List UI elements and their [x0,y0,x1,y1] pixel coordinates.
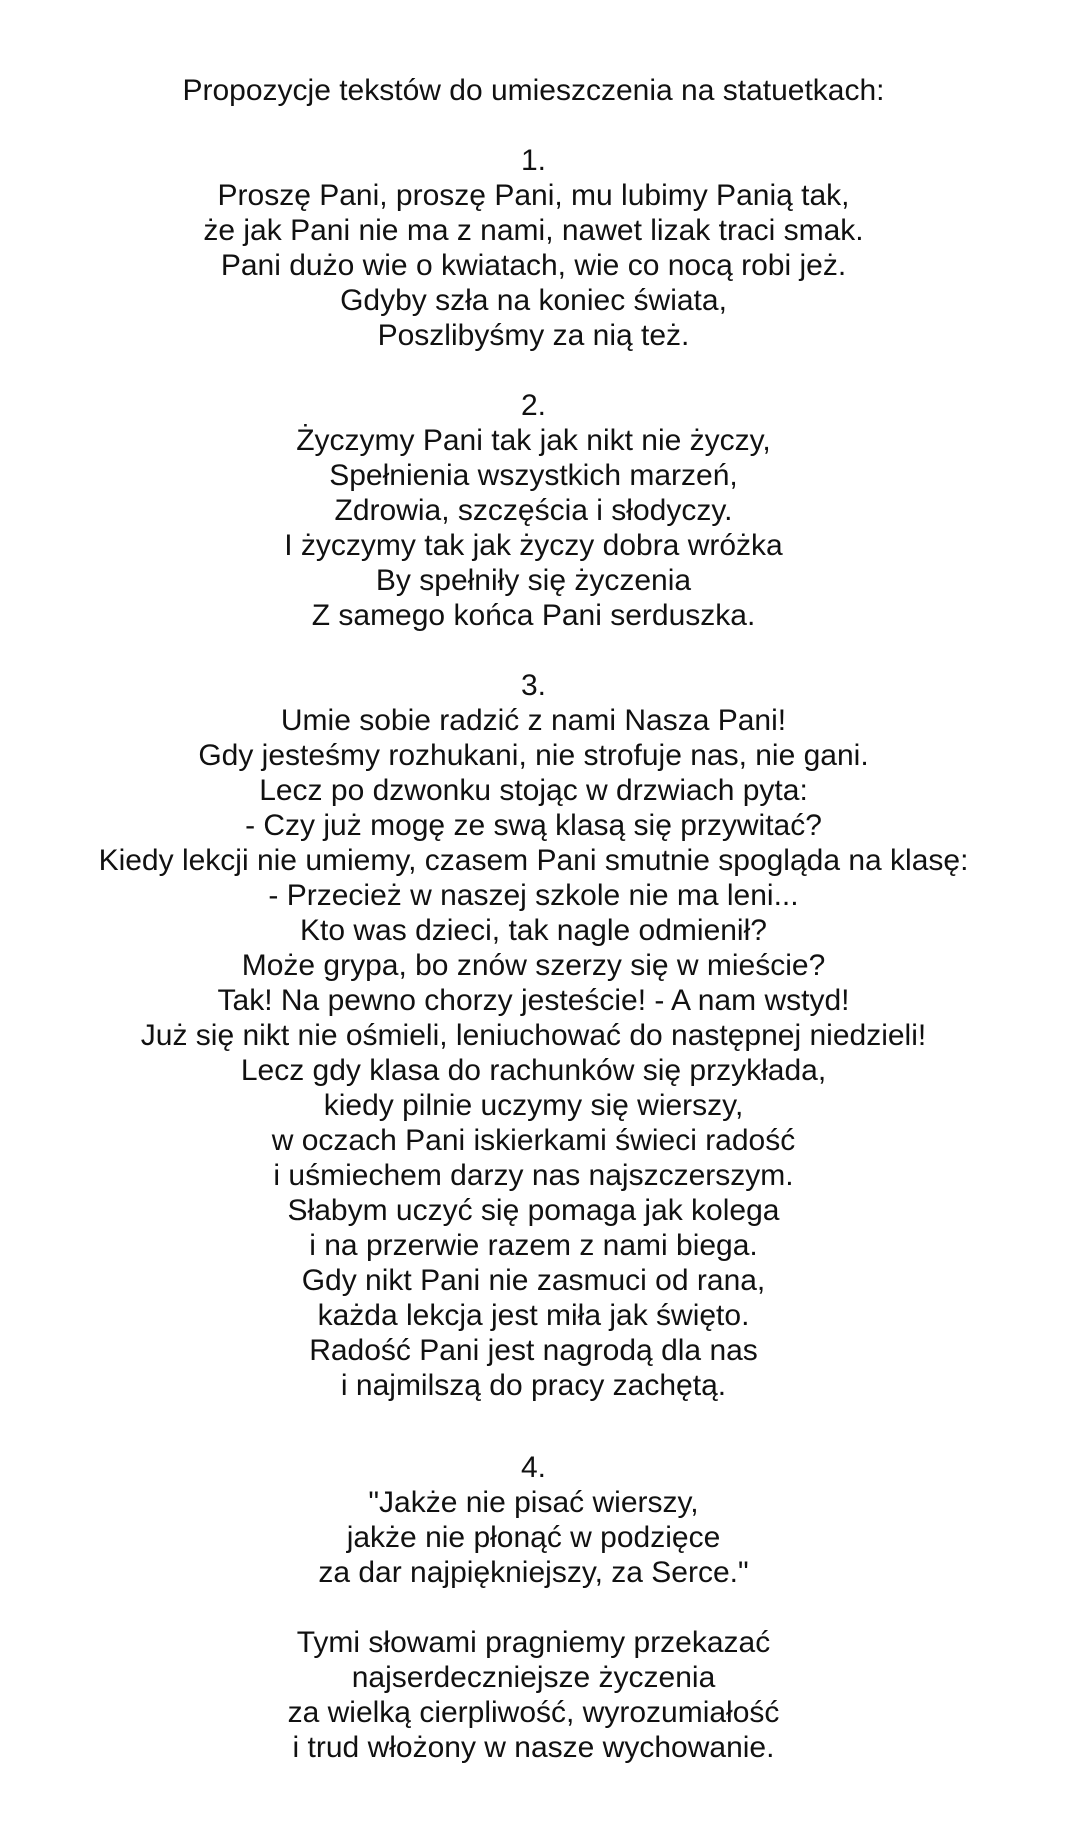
poem-number: 1. [520,144,547,177]
poem-line: By spełniły się życzenia [375,564,692,597]
poem-line: "Jakże nie pisać wierszy, [368,1486,699,1519]
poem-line: i najmilszą do pracy zachętą. [340,1369,727,1402]
poem-line: Z samego końca Pani serduszka. [311,599,756,632]
poem-number: 3. [520,669,547,702]
poem-line: Kto was dzieci, tak nagle odmienił? [300,914,767,947]
poem-line: Poszlibyśmy za nią też. [377,319,690,352]
poem-line: Pani dużo wie o kwiatach, wie co nocą robi jeż. [220,249,847,282]
poem-line: i na przerwie razem z nami biega. [309,1229,758,1262]
poem-line: Gdy jesteśmy rozhukani, nie strofuje nas, nie gani. [198,739,869,772]
poem-line: Może grypa, bo znów szerzy się w mieście? [241,949,826,982]
poem-line: Słabym uczyć się pomaga jak kolega [287,1194,780,1227]
poem-line: kiedy pilnie uczymy się wierszy, [323,1089,744,1122]
poem-line: Gdy nikt Pani nie zasmuci od rana, [301,1264,766,1297]
poem-line: Kiedy lekcji nie umiemy, czasem Pani smutnie spogląda na klasę: [98,844,969,877]
poem-2 [0,388,1067,633]
poem-number: 2. [520,389,547,422]
poem-3 [0,668,1067,1403]
document-heading: Propozycje tekstów do umieszczenia na statuetkach: [182,74,885,107]
poem-line: jakże nie płonąć w podzięce [346,1521,721,1554]
poem-line: I życzymy tak jak życzy dobra wróżka [284,529,783,562]
poem-line: za dar najpiękniejszy, za Serce." [318,1556,749,1589]
poem-line: Gdyby szła na koniec świata, [340,284,727,317]
poem-line: Już się nikt nie ośmieli, leniuchować do następnej niedzieli! [140,1019,927,1052]
closing-line: za wielką cierpliwość, wyrozumiałość [287,1696,780,1729]
poem-line: Proszę Pani, proszę Pani, mu lubimy Panią tak, [217,179,850,212]
poem-1 [0,143,1067,353]
closing-line: najserdeczniejsze życzenia [351,1661,716,1694]
poem-line: Umie sobie radzić z nami Nasza Pani! [280,704,787,737]
poem-line: że jak Pani nie ma z nami, nawet lizak traci smak. [203,214,864,247]
poem-line: Radość Pani jest nagrodą dla nas [309,1334,758,1367]
poem-line: Życzymy Pani tak jak nikt nie życzy, [296,424,771,457]
poem-4 [0,1450,1067,1590]
poem-line: - Przecież w naszej szkole nie ma leni... [268,879,799,912]
poem-number: 4. [520,1451,547,1484]
poem-line: w oczach Pani iskierkami świeci radość [271,1124,796,1157]
closing-line: i trud włożony w nasze wychowanie. [292,1731,775,1764]
poem-line: - Czy już mogę ze swą klasą się przywitać? [245,809,822,842]
poem-line: Tak! Na pewno chorzy jesteście! - A nam wstyd! [217,984,850,1017]
poem-line: i uśmiechem darzy nas najszczerszym. [273,1159,794,1192]
closing-paragraph [0,1625,1067,1765]
poem-line: Spełnienia wszystkich marzeń, [329,459,738,492]
closing-line: Tymi słowami pragniemy przekazać [296,1626,771,1659]
poem-line: każda lekcja jest miła jak święto. [317,1299,750,1332]
poem-line: Lecz po dzwonku stojąc w drzwiach pyta: [259,774,808,807]
poem-line: Lecz gdy klasa do rachunków się przykłada, [240,1054,827,1087]
poem-line: Zdrowia, szczęścia i słodyczy. [334,494,733,527]
